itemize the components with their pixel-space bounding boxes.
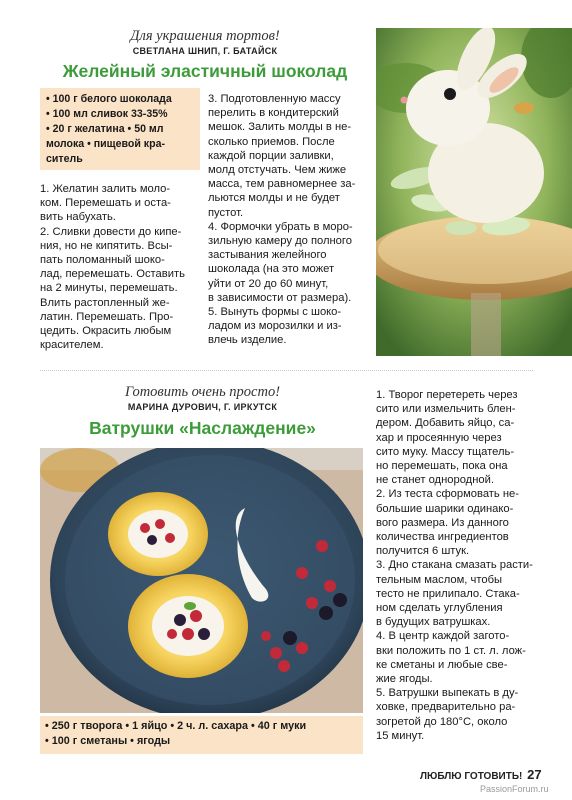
step-line: сколько приемов. После — [208, 135, 335, 148]
step-line: тельным маслом, чтобы — [376, 573, 503, 586]
step-line: ния, но не кипятить. Всы- — [40, 239, 173, 252]
step-line: большие шарики одинако- — [376, 502, 514, 515]
step-line: в будущих ватрушках. — [376, 616, 491, 629]
step-line: 2. Из теста сформовать не- — [376, 488, 519, 501]
step-line: зогретой до 180°С, около — [376, 715, 508, 728]
step-line: латин. Перемешать. Про- — [40, 310, 174, 323]
step-line: на 2 минуты, перемешать. — [40, 282, 178, 295]
step-line: Влить растопленный же- — [40, 296, 170, 309]
page-footer — [420, 767, 542, 782]
step-line: сито или измельчить блен- — [376, 403, 516, 416]
step-line: каждой порции заливки, — [208, 149, 334, 162]
step-line: 2. Сливки довести до кипе- — [40, 225, 182, 238]
section-divider — [40, 370, 533, 371]
ingredient-line: • 100 г сметаны • ягоды — [45, 735, 171, 747]
step-line: ховке, предварительно ра- — [376, 701, 516, 714]
step-line: ком. Перемешать и оста- — [40, 197, 171, 210]
step-line: ке сметаны и любые све- — [376, 658, 508, 671]
step-line: количества ингредиентов — [376, 531, 509, 544]
step-line: вки положить по 1 ст. л. лож- — [376, 644, 526, 657]
watermark: PassionForum.ru — [480, 784, 549, 794]
bunny-photo — [376, 28, 572, 356]
step-line: влечь изделие. — [208, 334, 287, 347]
step-line: тесто не прилипало. Стака- — [376, 587, 520, 600]
step-line: 5. Ватрушки выпекать в ду- — [376, 687, 519, 700]
recipe2-ingredients — [40, 716, 363, 754]
step-line: цедить. Окрасить любым — [40, 325, 172, 338]
recipe1-steps-left — [40, 182, 208, 352]
step-line: не станет однородной. — [376, 474, 494, 487]
magazine-name: ЛЮБЛЮ ГОТОВИТЬ! — [420, 771, 523, 782]
recipe1-steps-right — [208, 92, 374, 348]
step-line: красителем. — [40, 339, 104, 352]
recipe1-ingredients — [40, 88, 200, 170]
step-line: 3. Подготовленную массу — [208, 93, 341, 105]
step-line: пать поломанный шоко- — [40, 254, 165, 267]
step-line: 4. Формочки убрать в моро- — [208, 220, 353, 233]
step-line: мешок. Залить молды в не- — [208, 121, 352, 134]
step-line: дером. Добавить яйцо, са- — [376, 417, 515, 430]
step-line: 4. В центр каждой загото- — [376, 630, 510, 643]
ingredient-line: ситель — [46, 153, 83, 165]
step-line: но перемешать, пока она — [376, 460, 508, 473]
recipe1-kicker: Для украшения тортов! — [130, 28, 280, 44]
step-line: вого размера. Из данного — [376, 516, 509, 529]
ingredient-line: • 250 г творога • 1 яйцо • 2 ч. л. сахара • 40 г муки — [45, 720, 307, 732]
vatrushki-photo — [40, 448, 363, 713]
step-line: льются молды и не будет — [208, 192, 340, 205]
step-line: 15 минут. — [376, 729, 425, 742]
step-line: получится 6 штук. — [376, 545, 470, 558]
step-line: сито муку. Массу тщатель- — [376, 445, 515, 458]
step-line: 1. Желатин залить моло- — [40, 183, 171, 195]
step-line: застывания желейного — [208, 249, 327, 262]
step-line: 3. Дно стакана смазать расти- — [376, 559, 533, 572]
ingredient-line: молока • пищевой кра- — [46, 138, 165, 150]
recipe2-steps — [376, 388, 556, 743]
ingredient-line: • 100 мл сливок 33-35% — [46, 108, 168, 120]
recipe1-title: Желейный эластичный шоколад — [62, 61, 348, 81]
step-line: зильную камеру до полного — [208, 235, 352, 248]
step-line: ладом из морозилки и из- — [208, 320, 342, 333]
step-line: шоколада (на это может — [208, 263, 335, 276]
recipe2-title: Ватрушки «Наслаждение» — [89, 418, 316, 438]
step-line: перелить в кондитерский — [208, 107, 339, 120]
step-line: уйти от 20 до 60 минут, — [208, 277, 329, 290]
step-line: ном сделать углубления — [376, 602, 503, 615]
step-line: жие ягоды. — [376, 673, 433, 686]
ingredient-line: • 20 г желатина • 50 мл — [46, 123, 164, 135]
step-line: хар и просеянную через — [376, 431, 502, 444]
recipe2-author: МАРИНА ДУРОВИЧ, Г. ИРКУТСК — [127, 402, 278, 412]
recipe1-author: СВЕТЛАНА ШНИП, Г. БАТАЙСК — [132, 46, 278, 56]
page-number: 27 — [527, 767, 542, 782]
step-line: лад, перемешать. Оставить — [40, 268, 185, 281]
step-line: в зависимости от размера). — [208, 291, 352, 304]
recipe2-kicker: Готовить очень просто! — [124, 384, 281, 400]
step-line: вить набухать. — [40, 211, 116, 224]
step-line: пустот. — [208, 206, 244, 219]
step-line: 5. Вынуть формы с шоко- — [208, 306, 342, 319]
step-line: молд отстучать. Чем жиже — [208, 164, 347, 177]
ingredient-line: • 100 г белого шоколада — [46, 93, 172, 105]
step-line: масса, тем равномернее за- — [208, 178, 356, 191]
step-line: 1. Творог перетереть через — [376, 389, 518, 401]
